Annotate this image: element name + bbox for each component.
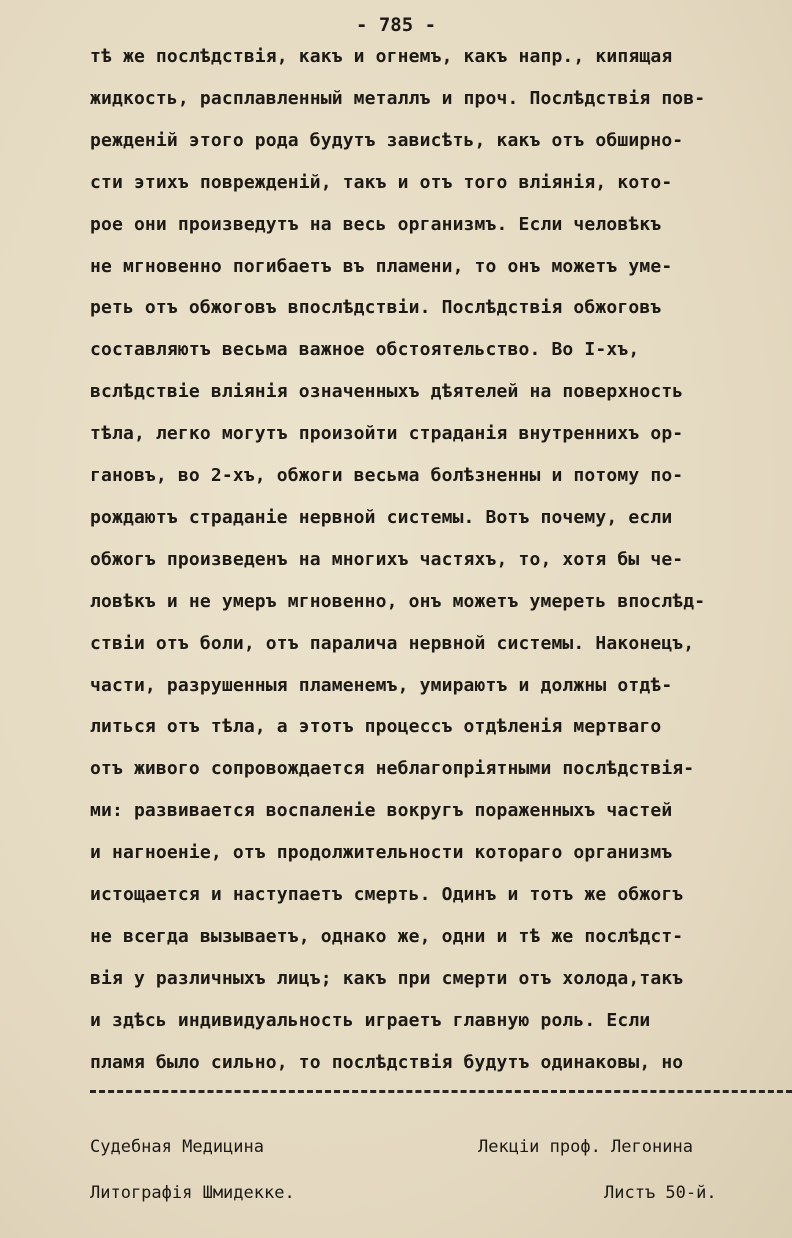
footer-course-title: Судебная Медицина (90, 1137, 264, 1157)
text-line: не всегда вызываетъ, однако же, одни и тѣ же послѣдст- (90, 925, 684, 947)
text-line: и здѣсь индивидуальность играетъ главную роль. Если (90, 1009, 651, 1031)
text-line: и нагноеніе, отъ продолжительности котораго организмъ (90, 842, 673, 864)
text-line: рождаютъ страданіе нервной системы. Вотъ почему, если (90, 506, 673, 528)
text-line: гановъ, во 2-хъ, обжоги весьма болѣзненны и потому по- (90, 465, 684, 486)
text-line: истощается и наступаетъ смерть. Одинъ и тотъ же обжогъ (90, 884, 684, 905)
page-number: - 785 - (355, 14, 437, 36)
text-line: тѣла, легко могутъ произойти страданія внутреннихъ ор- (90, 423, 684, 445)
text-line: пламя было сильно, то послѣдствія будутъ одинаковы, но (90, 1051, 684, 1073)
text-line: режденій этого рода будутъ зависѣть, какъ отъ обширно- (90, 129, 684, 151)
text-line: вслѣдствіе вліянія означенныхъ дѣятелей на поверхность (90, 381, 684, 403)
text-line: сти этихъ поврежденій, такъ и отъ того вліянія, кото- (90, 171, 673, 193)
text-line: ствіи отъ боли, отъ паралича нервной системы. Наконецъ, (90, 632, 695, 654)
text-line: ловѣкъ и не умеръ мгновенно, онъ можетъ умереть впослѣд- (90, 590, 706, 612)
footer-lecture-author: Лекціи проф. Легонина (478, 1137, 693, 1157)
text-line: части, разрушенныя пламенемъ, умираютъ и должны отдѣ- (90, 674, 673, 696)
footer-printer: Литографія Шмидекке. (90, 1183, 295, 1203)
footer-sheet-number: Листъ 50-й. (604, 1183, 717, 1203)
text-line: ми: развивается воспаленіе вокругъ пораженныхъ частей (90, 800, 673, 822)
text-line: составляютъ весьма важное обстоятельство. Во I-хъ, (90, 339, 640, 361)
text-line: отъ живого сопровождается неблагопріятными послѣдствія- (90, 758, 695, 780)
text-line: рое они произведутъ на весь организмъ. Если человѣкъ (90, 213, 662, 235)
footer-divider (90, 1090, 792, 1093)
text-line: вія у различныхъ лицъ; какъ при смерти отъ холода,такъ (90, 967, 684, 989)
text-line: обжогъ произведенъ на многихъ частяхъ, то, хотя бы че- (90, 548, 684, 570)
text-line: тѣ же послѣдствія, какъ и огнемъ, какъ напр., кипящая (90, 46, 673, 67)
text-line: реть отъ обжоговъ впослѣдствіи. Послѣдствія обжоговъ (90, 297, 662, 319)
text-line: литься отъ тѣла, а этотъ процессъ отдѣленія мертваго (90, 716, 662, 738)
text-line: жидкость, расплавленный металлъ и проч. Послѣдствія пов- (90, 87, 706, 109)
text-line: не мгновенно погибаетъ въ пламени, то онъ можетъ уме- (90, 255, 673, 277)
